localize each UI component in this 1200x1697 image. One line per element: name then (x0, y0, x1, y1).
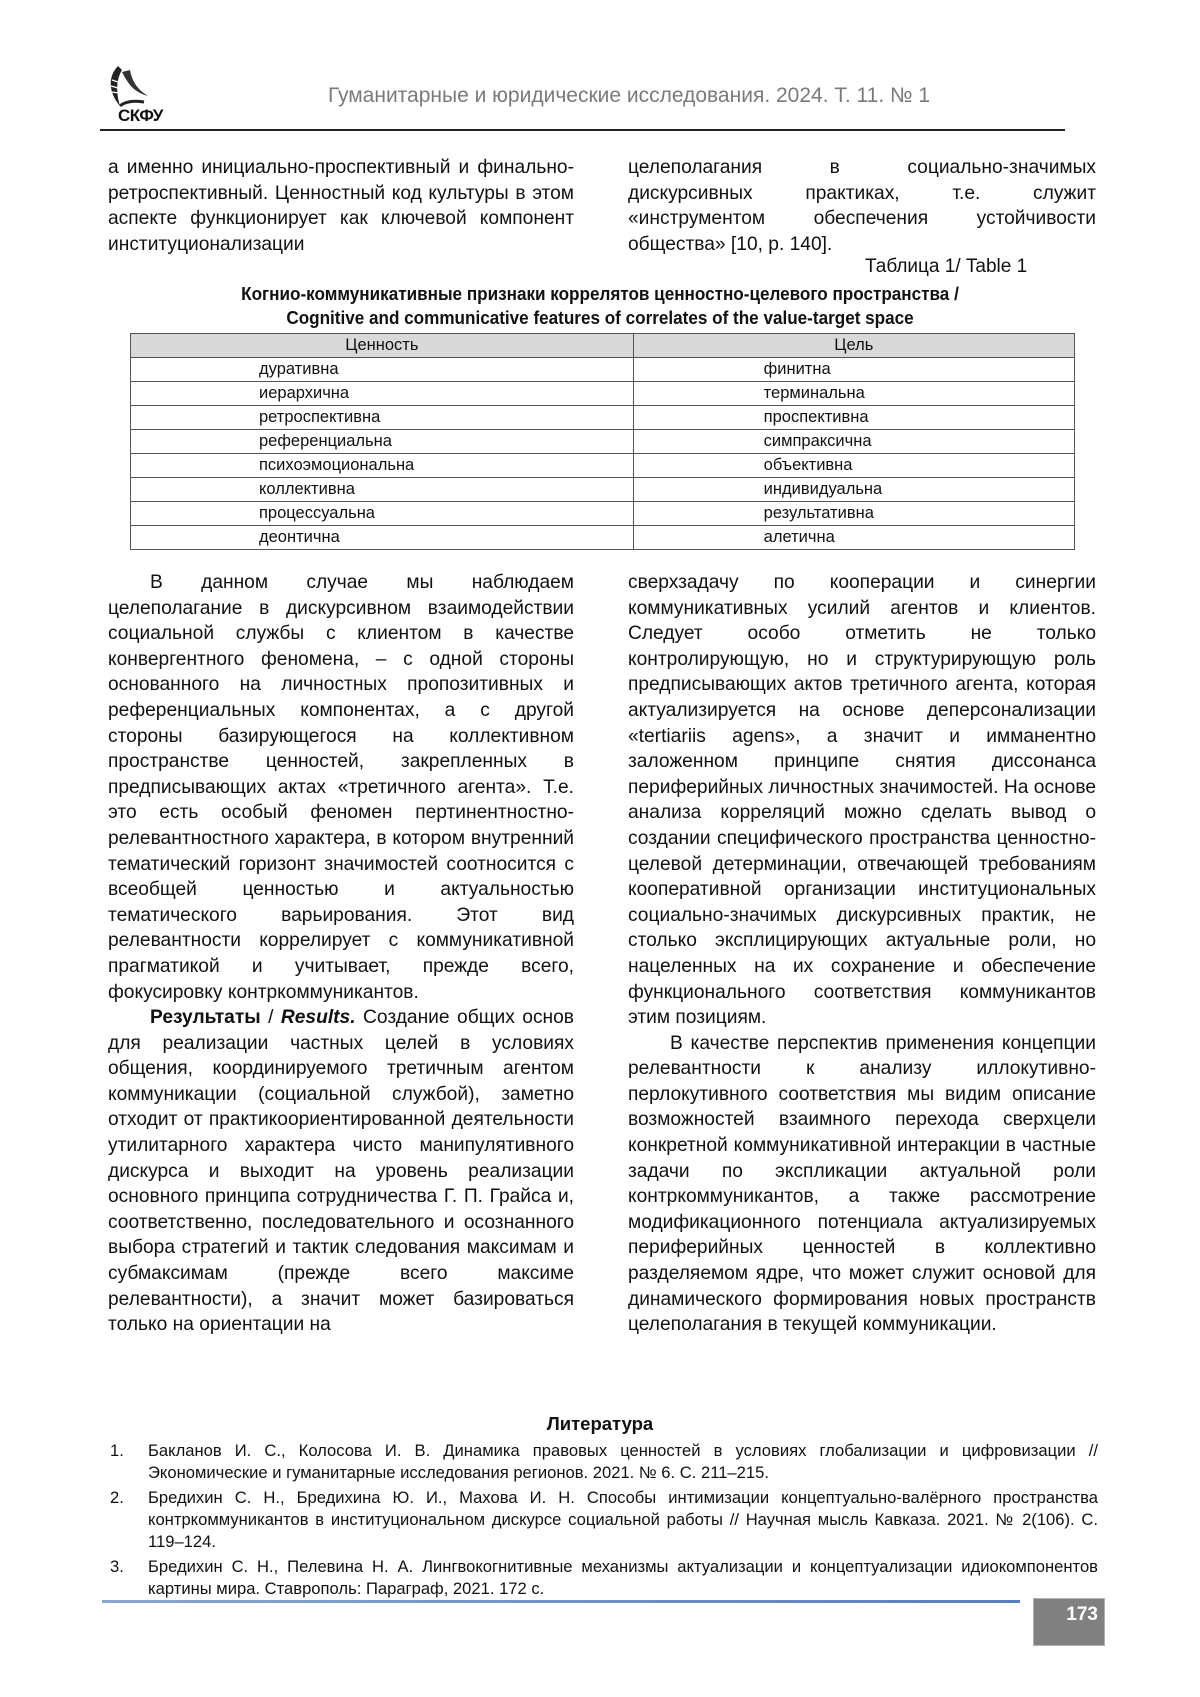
header-divider (100, 129, 1065, 131)
cell-goal: проспективна (633, 406, 1074, 430)
reference-item (108, 1556, 1098, 1600)
cell-goal: финитна (633, 358, 1074, 382)
footer-divider (102, 1600, 1020, 1603)
wing-logo-icon (104, 62, 164, 112)
journal-title: Гуманитарные и юридические исследования. 2024. Т. 11. № 1 (328, 84, 931, 107)
paragraph: В данном случае мы наблюдаем целеполагание в дискурсивном взаимодействии социальной службы с клиентом в качестве конвергентного феномена, – с одной стороны основанного на личностных пропозитивных и референциальных компонентах, а с другой стороны базирующегося на коллективном пространстве ценностей, закрепленных в предписывающих актах «третичного агента». Т.е. это есть особый феномен пертинентностно-релевантностного характера, в котором внутренний тематический горизонт значимостей соотносится с всеобщей ценностью и актуальностью тематического варьирования. Этот вид релевантности коррелирует с коммуникативной прагматикой и учитывает, прежде всего, фокусировку контркоммуникантов. (108, 572, 574, 1003)
paragraph: а именно инициально-проспективный и финально-ретроспективный. Ценностный код культуры в этом аспекте функционирует как ключевой компонент институционализации (108, 157, 574, 255)
cell-value: референциальна (131, 430, 634, 454)
cell-goal: индивидуальна (633, 478, 1074, 502)
column-header-goal: Цель (633, 334, 1074, 358)
table-row (131, 406, 1075, 430)
body-right-column (628, 570, 1096, 1338)
cell-goal: симпраксична (633, 430, 1074, 454)
results-paragraph (108, 1005, 574, 1338)
university-logo (100, 62, 180, 128)
table-row (131, 502, 1075, 526)
reference-number: 1. (110, 1441, 124, 1460)
cell-value: ретроспективна (131, 406, 634, 430)
table-row (131, 526, 1075, 550)
page-number-box (1033, 1598, 1105, 1646)
results-heading-ru: Результаты (150, 1007, 261, 1029)
cell-goal: объективна (633, 454, 1074, 478)
body-left-column (108, 570, 574, 1338)
top-right-text (628, 155, 1096, 257)
table-row (131, 478, 1075, 502)
cell-goal: результативна (633, 502, 1074, 526)
table-header-row (131, 334, 1075, 358)
cell-value: дуративна (131, 358, 634, 382)
cell-value: процессуальна (131, 502, 634, 526)
reference-number: 2. (110, 1488, 124, 1507)
table-title (154, 282, 1047, 330)
results-heading-separator: / (260, 1007, 281, 1029)
table-row (131, 358, 1075, 382)
reference-number: 3. (110, 1557, 124, 1576)
cell-value: коллективна (131, 478, 634, 502)
paragraph: В качестве перспектив применения концепции релевантности к анализу иллокутивно-перлокутивного соответствия мы видим описание возможностей взаимного перехода сверхцели конкретной коммуникативной интеракции в частные задачи по экспликации актуальной роли контркоммуникантов, а также рассмотрение модификационного потенциала актуализируемых периферийных ценностей в коллективно разделяемом ядре, что может служит основой для динамического формирования новых пространств целеполагания в текущей коммуникации. (628, 1032, 1096, 1336)
page-header (100, 62, 1065, 132)
cell-value: иерархична (131, 382, 634, 406)
table-row (131, 430, 1075, 454)
column-header-value: Ценность (131, 334, 634, 358)
cell-goal: алетична (633, 526, 1074, 550)
table-row (131, 382, 1075, 406)
table-title-ru: Когнио-коммуникативные признаки коррелятов ценностно-целевого пространства / (241, 283, 959, 304)
references-title: Литература (546, 1413, 654, 1434)
paragraph: целеполагания в социально-значимых дискурсивных практиках, т.е. служит «инструментом обеспечения устойчивости общества» [10, р. 140]. (628, 157, 1096, 255)
table-row (131, 454, 1075, 478)
page-number: 173 (1066, 1604, 1098, 1625)
results-text: Создание общих основ для реализации частных целей в условиях общения, координируемого третичным агентом коммуникации (социальной службой), заметно отходит от практикоориентированной деятельности утилитарного характера чисто манипулятивного дискурса и выходит на уровень реализации основного принципа сотрудничества Г. П. Грайса и, соответственно, последовательного и осознанного выбора стратегий и тактик следования максимам и субмаксимам (прежде всего максиме релевантности), а значит может базироваться только на ориентации на (108, 1007, 574, 1336)
reference-text: Бредихин С. Н., Бредихина Ю. И., Махова И. Н. Способы интимизации концептуально-валёрного пространства контркоммуникантов в институциональном дискурсе социальной работы // Научная мысль Кавказа. 2021. № 2(106). С. 119–124. (148, 1488, 1098, 1551)
cell-value: психоэмоциональна (131, 454, 634, 478)
logo-text: СКФУ (118, 106, 163, 125)
cell-goal: терминальна (633, 382, 1074, 406)
reference-text: Бредихин С. Н., Пелевина Н. А. Лингвокогнитивные механизмы актуализации и концептуализации идиокомпонентов картины мира. Ставрополь: Параграф, 2021. 172 с. (148, 1557, 1098, 1598)
results-heading-en: Results. (280, 1007, 356, 1029)
reference-item (108, 1440, 1098, 1484)
table-title-en: Cognitive and communicative features of correlates of the value-target space (286, 307, 914, 328)
reference-text: Бакланов И. С., Колосова И. В. Динамика правовых ценностей в условиях глобализации и цифровизации // Экономические и гуманитарные исследования регионов. 2021. № 6. С. 211–215. (148, 1441, 1098, 1482)
features-table (130, 333, 1075, 550)
paragraph: сверхзадачу по кооперации и синергии коммуникативных усилий агентов и клиентов. Следует особо отметить не только контролирующую, но и структурирующую роль предписывающих актов третичного агента, которая актуализируется на основе деперсонализации «tertiariis agens», а значит и имманентно заложенном принципе снятия диссонанса периферийных личностных значимостей. На основе анализа корреляций можно сделать вывод о создании специфического пространства ценностно-целевой детерминации, отвечающей требованиям кооперативной организации институциональных социально-значимых дискурсивных практик, не столько эксплицирующих актуальные роли, но нацеленных на их сохранение и обеспечение функционального соответствия коммуникантов этим позициям. (628, 572, 1096, 1029)
table-label: Таблица 1/ Table 1 (865, 256, 1028, 277)
references-list (108, 1440, 1098, 1603)
cell-value: деонтична (131, 526, 634, 550)
top-left-text (108, 155, 574, 257)
reference-item (108, 1487, 1098, 1553)
